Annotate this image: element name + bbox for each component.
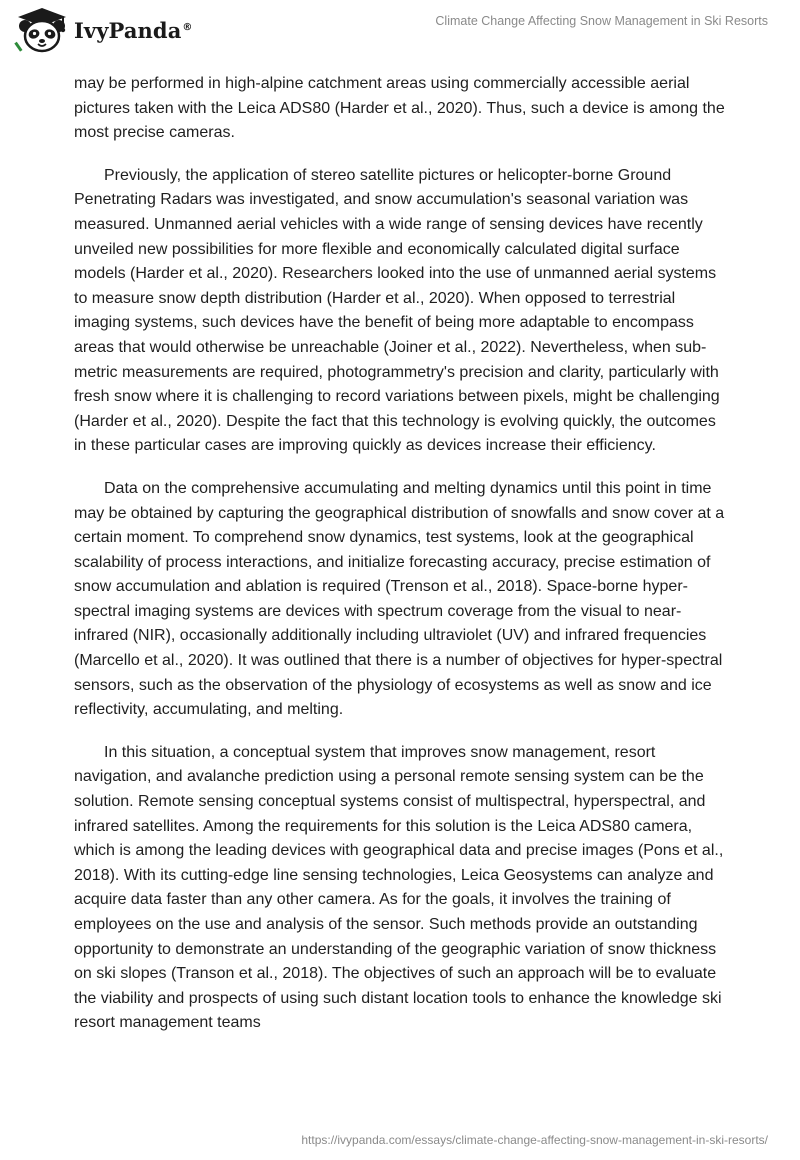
registered-mark: ® [182,21,193,33]
paragraph-continued: may be performed in high-alpine catchment areas using commercially accessible aerial pictures taken with the Leica ADS80 (Harder et al., 2020). Thus, such a device is among the most precise cameras. [74,75,725,142]
paragraph: Previously, the application of stereo satellite pictures or helicopter-borne Ground Penetrating Radars was investigated, and snow accumulation's seasonal variation was measured. Unmanned aerial vehicles with a wide range of sensing devices have recently unveiled new possibilities for more flexible and economically calculated digital surface models (Harder et al., 2020). Researchers looked into the use of unmanned aerial systems to measure snow depth distribution (Harder et al., 2020). When opposed to terrestrial imaging systems, such devices have the benefit of being more adaptable to encompass areas that would otherwise be unreachable (Joiner et al., 2022). Nevertheless, when sub-metric measurements are required, photogrammetry's precision and clarity, particularly with fresh snow where it is challenging to record variations between pixels, might be challenging (Harder et al., 2020). Despite the fact that this technology is evolving quickly, the outcomes in these particular cases are improving quickly as devices increase their efficiency. [74,166,720,455]
panda-graduate-icon [14,6,70,54]
source-url[interactable]: https://ivypanda.com/essays/climate-change-affecting-snow-management-in-ski-resorts/ [301,1133,768,1147]
brand-logo[interactable] [14,6,193,54]
paragraph: In this situation, a conceptual system that improves snow management, resort navigation, and avalanche prediction using a personal remote sensing system can be the solution. Remote sensing conceptual systems consist of multispectral, hyperspectral, and infrared satellites. Among the requirements for this solution is the Leica ADS80 camera, which is among the leading devices with geographical data and precise images (Pons et al., 2018). With its cutting-edge line sensing technologies, Leica Geosystems can analyze and acquire data faster than any other camera. As for the goals, it involves the training of employees on the use and analysis of the sensor. Such methods provide an outstanding opportunity to demonstrate an understanding of the geographic variation of snow thickness on ski slopes (Transon et al., 2018). The objectives of such an approach will be to evaluate the viability and prospects of using such distant location tools to enhance the knowledge ski resort management teams [74,743,724,1032]
page-header [0,0,800,60]
document-title: Climate Change Affecting Snow Management in Ski Resorts [435,14,768,28]
essay-body [74,72,728,1054]
brand-name: IvyPanda® [74,17,193,43]
paragraph: Data on the comprehensive accumulating and melting dynamics until this point in time may be obtained by capturing the geographical distribution of snowfalls and snow cover at a certain moment. To comprehend snow dynamics, test systems, look at the geographical scalability of process interactions, and initialize forecasting accuracy, precise estimation of snow accumulation and ablation is required (Trenson et al., 2018). Space-borne hyper-spectral imaging systems are devices with spectrum coverage from the visual to near-infrared (NIR), occasionally additionally including ultraviolet (UV) and infrared frequencies (Marcello et al., 2020). It was outlined that there is a number of objectives for hyper-spectral sensors, such as the observation of the physiology of ecosystems as well as snow and ice reflectivity, accumulating, and melting. [74,479,725,719]
